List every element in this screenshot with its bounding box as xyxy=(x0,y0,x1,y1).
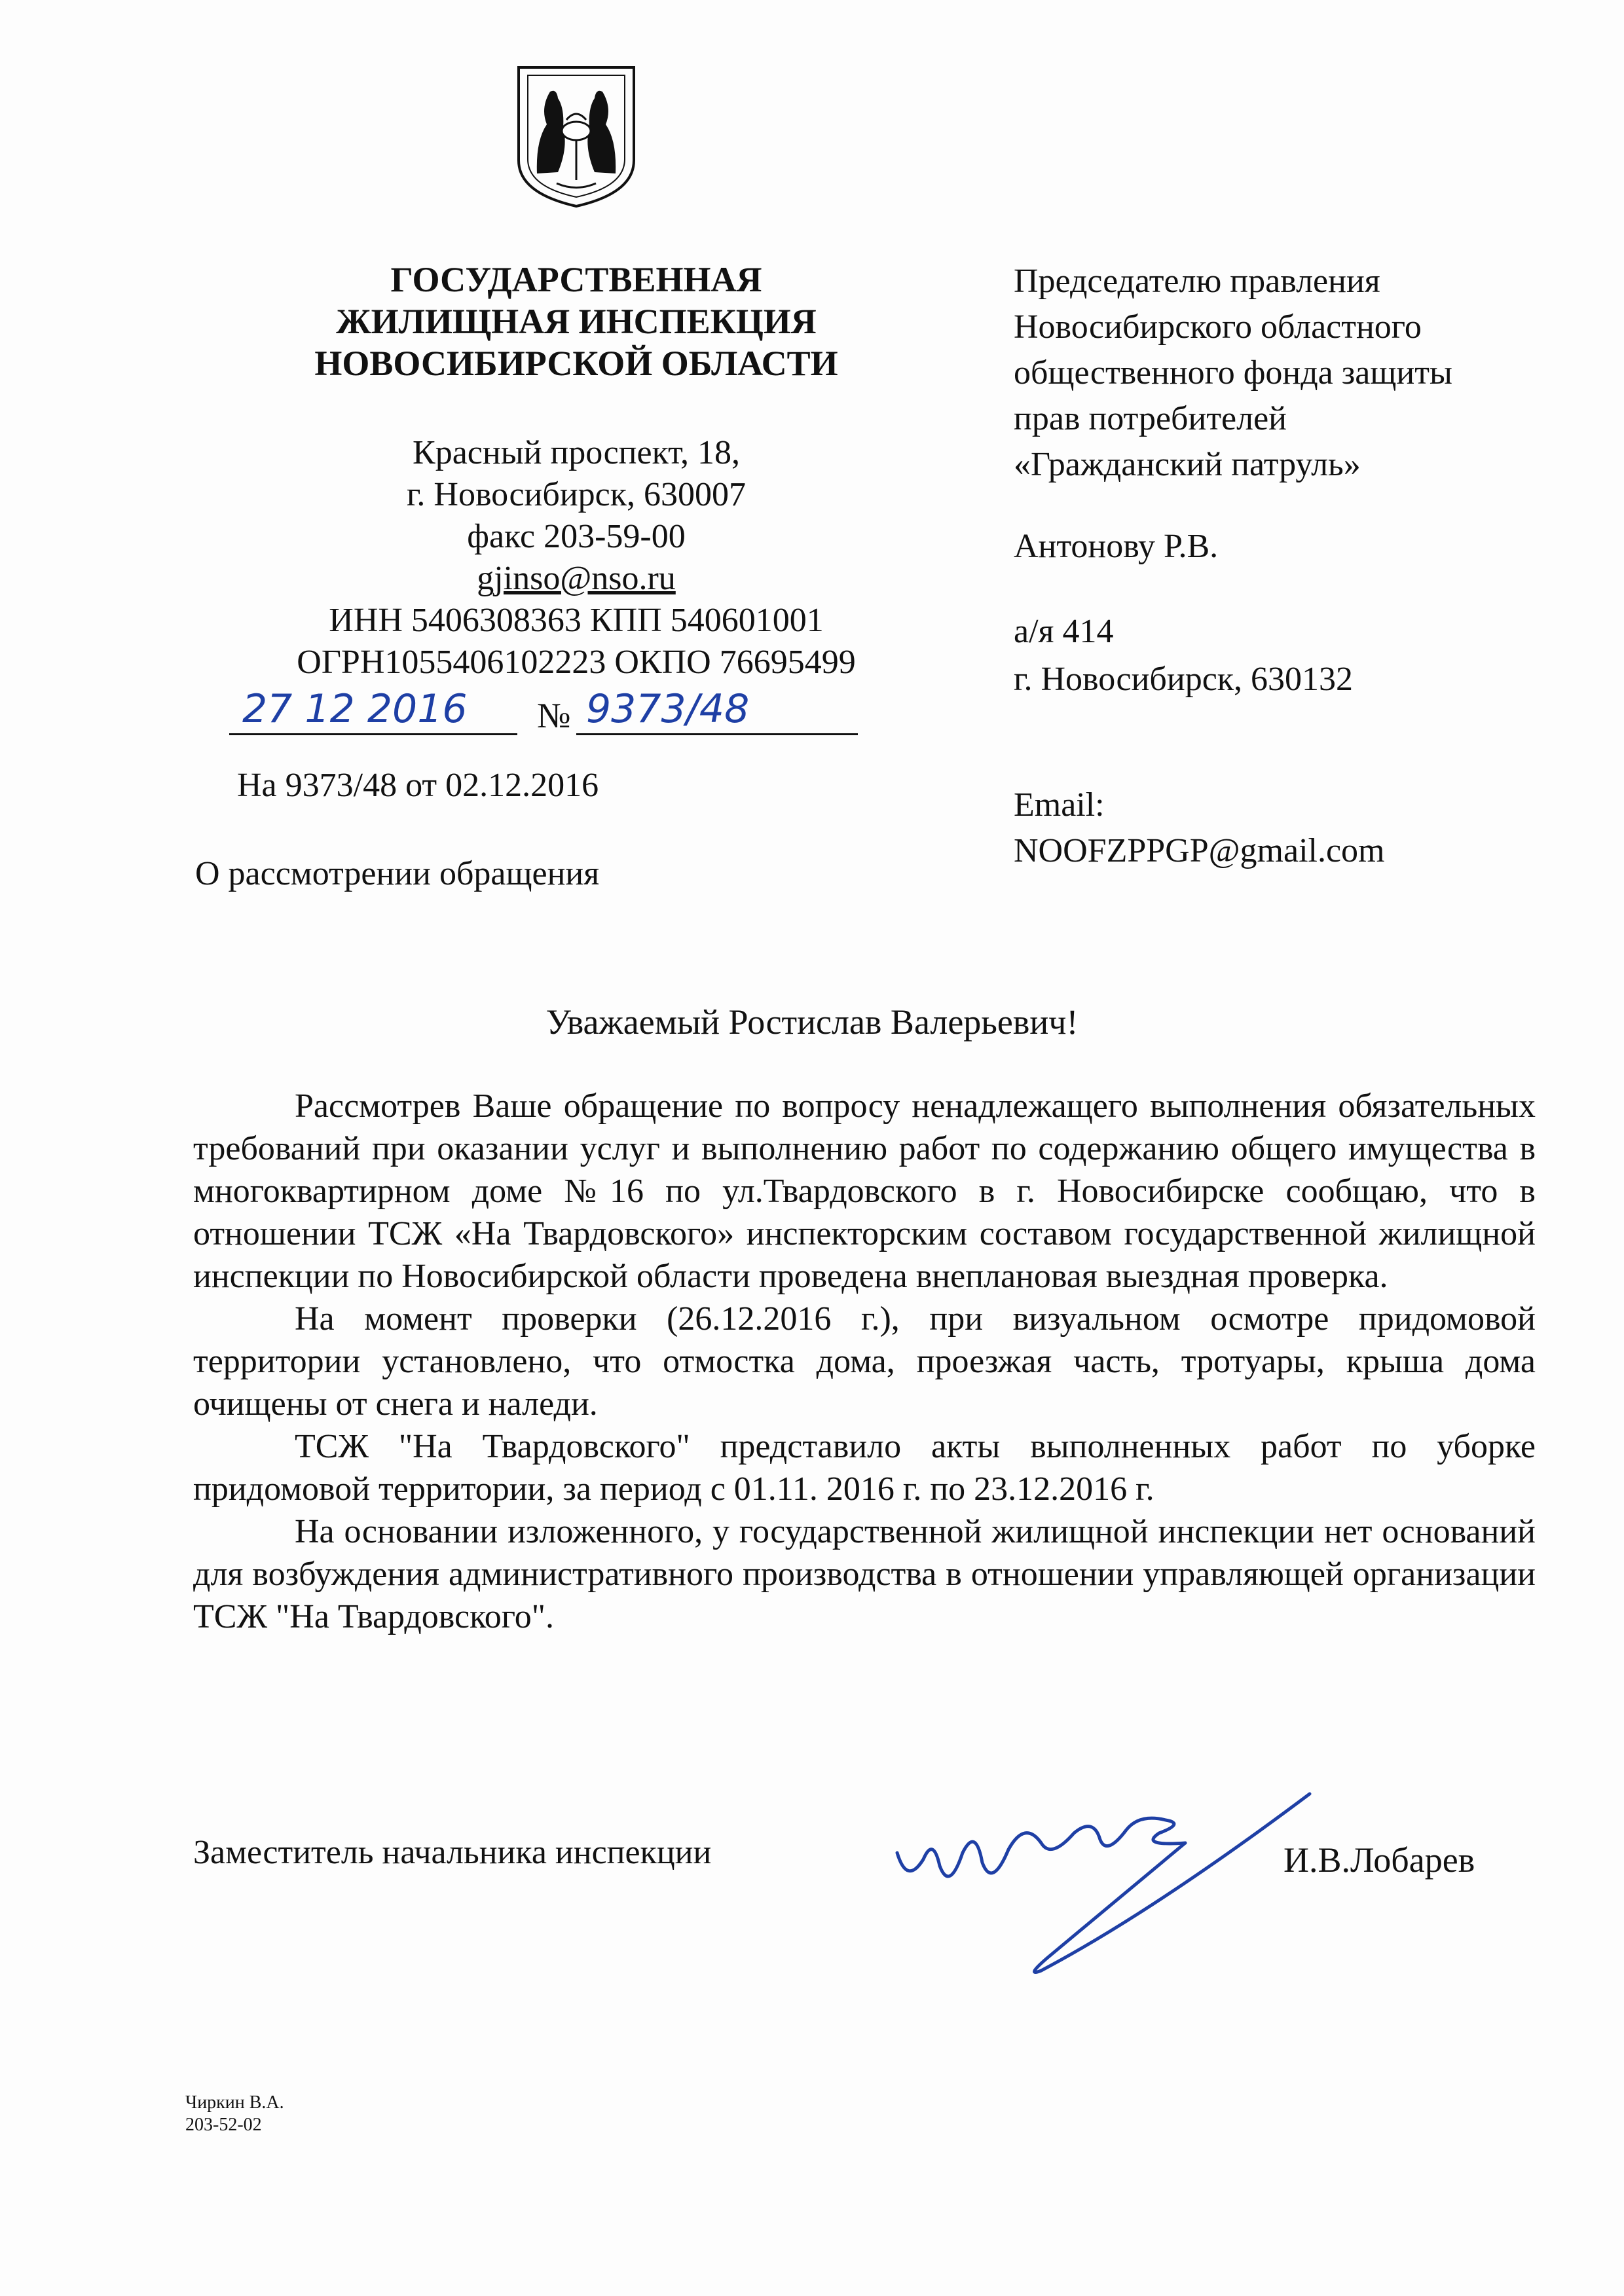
body-paragraph-3: ТСЖ "На Твардовского" представило акты выполненных работ по уборке придомовой территории, за период с 01.11. 2016 г. по 23.12.2016 г. xyxy=(193,1428,1536,1508)
sender-address-line-1: Красный проспект, 18, xyxy=(413,434,740,471)
handwritten-signature xyxy=(877,1781,1323,1990)
registration-number-underline xyxy=(576,733,858,735)
body-paragraph-2: На момент проверки (26.12.2016 г.), при визуальном осмотре придомовой территории установлено, что отмостка дома, проезжая часть, тротуары, крыша дома очищены от снега и наледи. xyxy=(193,1300,1536,1423)
addressee-line-5: «Гражданский патруль» xyxy=(1014,446,1361,483)
addressee-email-label: Email: xyxy=(1014,786,1105,824)
registration-line xyxy=(229,687,858,746)
executor-phone: 203-52-02 xyxy=(185,2115,262,2135)
reference-number: На 9373/48 от 02.12.2016 xyxy=(237,767,599,804)
executor-name: Чиркин В.А. xyxy=(185,2092,284,2113)
sender-organization-name xyxy=(249,259,904,384)
addressee-email: NOOFZPPGP@gmail.com xyxy=(1014,832,1385,869)
addressee-line-2: Новосибирского областного xyxy=(1014,308,1422,346)
signatory-name: И.В.Лобарев xyxy=(1283,1840,1475,1880)
sender-address-line-2: г. Новосибирск, 630007 xyxy=(406,476,747,513)
sender-contacts xyxy=(236,432,917,683)
addressee-po-box: а/я 414 xyxy=(1014,613,1114,650)
org-name-line-3: НОВОСИБИРСКОЙ ОБЛАСТИ xyxy=(314,344,838,383)
sender-ogrn-okpo: ОГРН1055406102223 ОКПО 76695499 xyxy=(297,644,856,681)
executor-block xyxy=(185,2092,284,2136)
registration-date-handwritten: 27 12 2016 xyxy=(242,686,468,732)
sender-inn-kpp: ИНН 5406308363 КПП 540601001 xyxy=(329,602,824,639)
addressee-line-1: Председателю правления xyxy=(1014,263,1380,300)
registration-number-handwritten: 9373/48 xyxy=(586,686,750,732)
coat-of-arms-emblem xyxy=(511,62,642,210)
letter-body xyxy=(193,1085,1536,1638)
org-name-line-1: ГОСУДАРСТВЕННАЯ xyxy=(390,260,762,299)
addressee-city: г. Новосибирск, 630132 xyxy=(1014,661,1354,698)
addressee-name: Антонову Р.В. xyxy=(1014,528,1219,565)
addressee-block xyxy=(1014,259,1577,488)
salutation: Уважаемый Ростислав Валерьевич! xyxy=(545,1002,1079,1042)
sender-email-link[interactable]: gjinso@nso.ru xyxy=(477,560,676,597)
org-name-line-2: ЖИЛИЩНАЯ ИНСПЕКЦИЯ xyxy=(336,302,817,341)
registration-date-underline xyxy=(229,733,517,735)
signatory-position: Заместитель начальника инспекции xyxy=(193,1834,712,1871)
letter-subject: О рассмотрении обращения xyxy=(195,855,600,892)
body-paragraph-1: Рассмотрев Ваше обращение по вопросу ненадлежащего выполнения обязательных требований при оказании услуг и выполнению работ по содержанию общего имущества в многоквартирном доме №16 по ул.Твардовского в г. Новосибирске сообщаю, что в отношении ТСЖ «На Твардовского» инспекторским составом государственной жилищной инспекции по Новосибирской области проведена внеплановая выездная проверка. xyxy=(193,1087,1536,1295)
sender-fax: факс 203-59-00 xyxy=(467,518,686,555)
addressee-line-4: прав потребителей xyxy=(1014,400,1287,437)
body-paragraph-4: На основании изложенного, у государственной жилищной инспекции нет оснований для возбуждения административного производства в отношении управляющей организации ТСЖ "На Твардовского". xyxy=(193,1513,1536,1635)
addressee-line-3: общественного фонда защиты xyxy=(1014,354,1452,392)
registration-number-sign: № xyxy=(537,696,571,735)
